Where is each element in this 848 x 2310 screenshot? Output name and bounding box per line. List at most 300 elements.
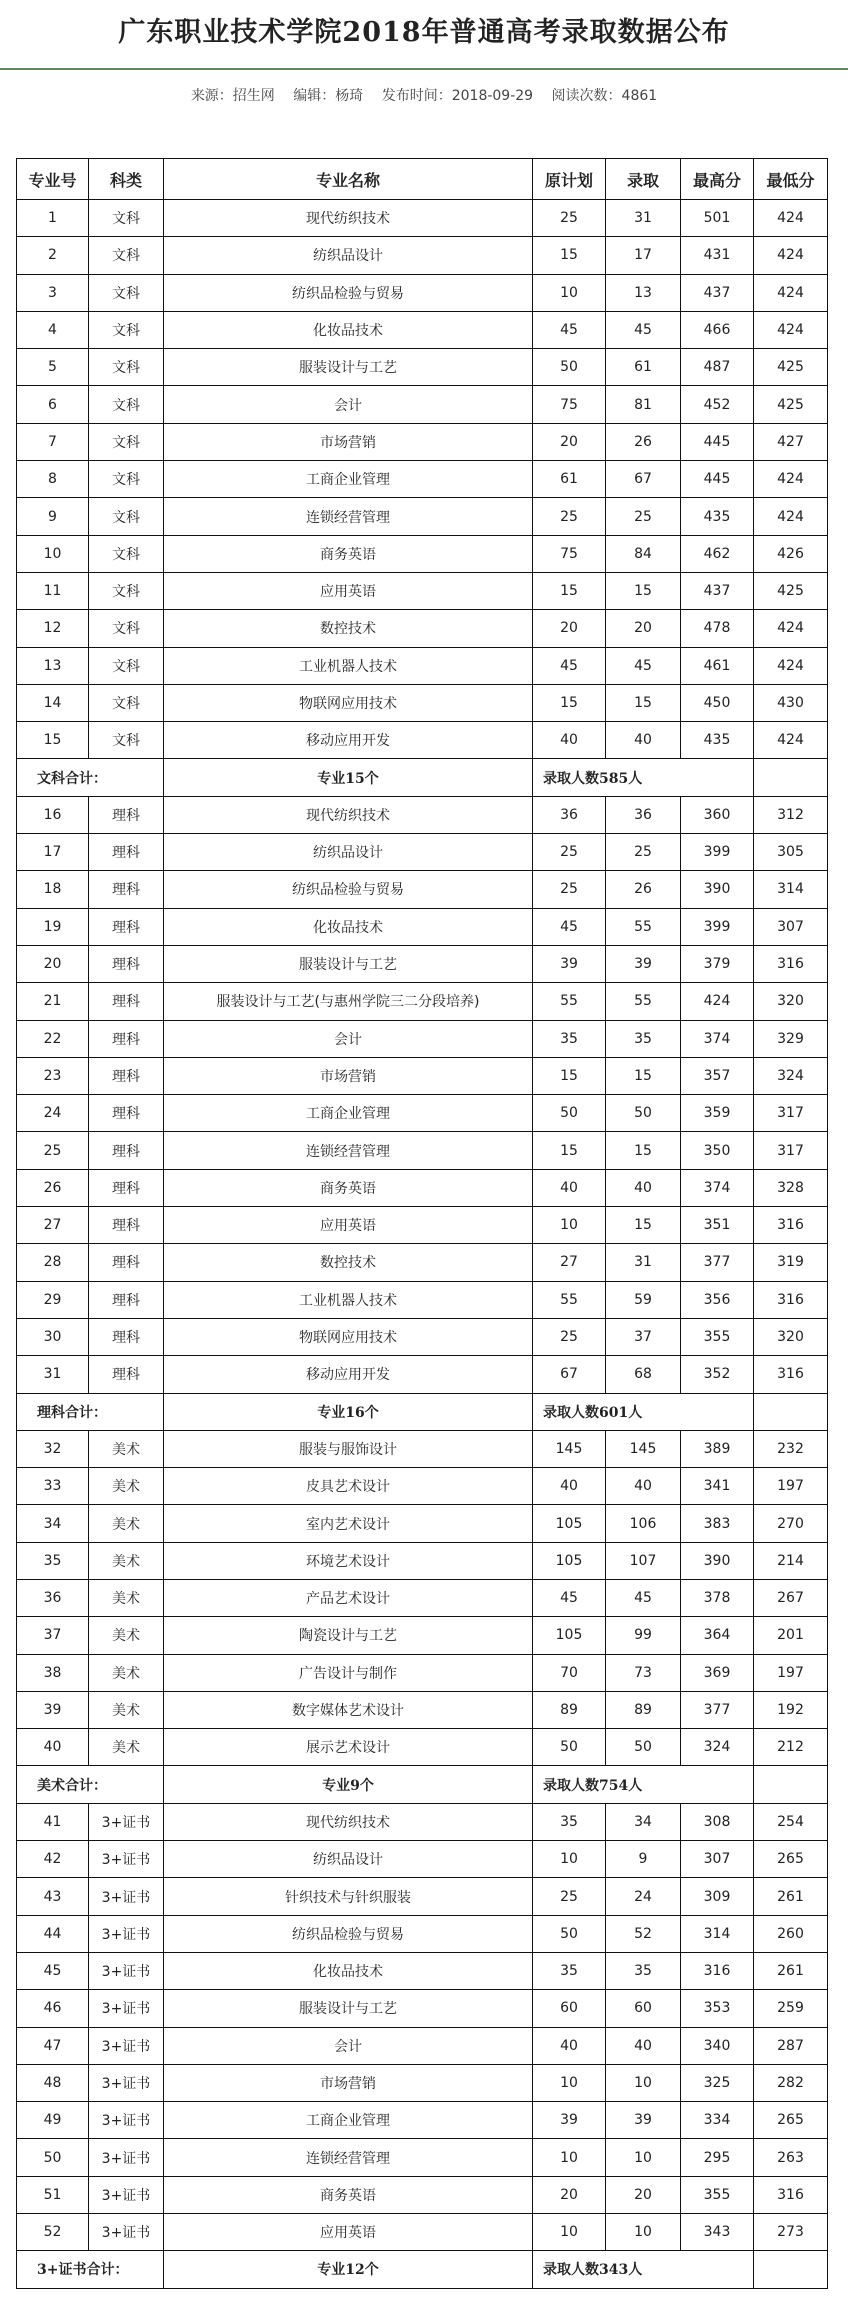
table-cell: 70 xyxy=(533,1654,606,1691)
table-cell: 10 xyxy=(606,2064,681,2101)
table-cell: 25 xyxy=(17,1132,89,1169)
table-cell: 文科 xyxy=(89,274,164,311)
table-cell: 35 xyxy=(533,1952,606,1989)
table-cell: 15 xyxy=(533,572,606,609)
table-cell: 文科 xyxy=(89,572,164,609)
table-cell: 424 xyxy=(754,311,828,348)
table-cell: 37 xyxy=(606,1318,681,1355)
table-cell: 461 xyxy=(681,647,754,684)
table-cell: 270 xyxy=(754,1505,828,1542)
table-cell: 52 xyxy=(606,1915,681,1952)
table-cell: 360 xyxy=(681,796,754,833)
table-cell: 25 xyxy=(533,1318,606,1355)
table-cell: 254 xyxy=(754,1803,828,1840)
table-cell: 物联网应用技术 xyxy=(164,1318,533,1355)
table-cell: 316 xyxy=(754,1207,828,1244)
table-cell: 美术 xyxy=(89,1654,164,1691)
table-cell: 理科 xyxy=(89,1169,164,1206)
table-row xyxy=(17,1841,828,1878)
table-cell: 15 xyxy=(533,684,606,721)
table-row xyxy=(17,1356,828,1393)
table-cell: 39 xyxy=(606,2102,681,2139)
table-cell: 文科 xyxy=(89,423,164,460)
table-cell: 35 xyxy=(17,1542,89,1579)
table-cell: 3+证书 xyxy=(89,2176,164,2213)
table-row xyxy=(17,237,828,274)
table-cell: 357 xyxy=(681,1057,754,1094)
table-cell: 1 xyxy=(17,200,89,237)
table-cell: 212 xyxy=(754,1729,828,1766)
table-cell: 450 xyxy=(681,684,754,721)
table-cell: 316 xyxy=(681,1952,754,1989)
table-cell: 307 xyxy=(681,1841,754,1878)
column-header: 原计划 xyxy=(533,159,606,200)
table-cell: 282 xyxy=(754,2064,828,2101)
table-cell: 265 xyxy=(754,1841,828,1878)
table-cell: 192 xyxy=(754,1691,828,1728)
table-cell: 10 xyxy=(606,2139,681,2176)
table-cell: 10 xyxy=(17,535,89,572)
table-row xyxy=(17,535,828,572)
table-cell: 31 xyxy=(606,200,681,237)
table-cell: 263 xyxy=(754,2139,828,2176)
table-cell: 437 xyxy=(681,274,754,311)
column-header: 专业号 xyxy=(17,159,89,200)
table-row xyxy=(17,1579,828,1616)
table-cell: 43 xyxy=(17,1878,89,1915)
summary-row xyxy=(17,1766,828,1803)
table-cell: 105 xyxy=(533,1617,606,1654)
table-cell: 328 xyxy=(754,1169,828,1206)
table-cell: 89 xyxy=(606,1691,681,1728)
table-cell: 30 xyxy=(17,1318,89,1355)
table-cell: 10 xyxy=(533,2064,606,2101)
table-cell: 20 xyxy=(17,945,89,982)
table-cell: 55 xyxy=(533,983,606,1020)
summary-majors: 专业9个 xyxy=(164,1766,533,1803)
table-cell: 45 xyxy=(606,311,681,348)
table-cell: 数字媒体艺术设计 xyxy=(164,1691,533,1728)
table-cell: 55 xyxy=(533,1281,606,1318)
table-cell: 17 xyxy=(17,834,89,871)
table-cell: 24 xyxy=(606,1878,681,1915)
table-header-row xyxy=(17,159,828,200)
page-title: 广东职业技术学院2018年普通高考录取数据公布 xyxy=(118,17,730,48)
table-cell: 理科 xyxy=(89,1356,164,1393)
table-row xyxy=(17,423,828,460)
table-row xyxy=(17,1617,828,1654)
table-cell: 连锁经营管理 xyxy=(164,1132,533,1169)
table-cell: 379 xyxy=(681,945,754,982)
table-cell: 478 xyxy=(681,610,754,647)
table-cell: 84 xyxy=(606,535,681,572)
table-cell: 46 xyxy=(17,1990,89,2027)
table-cell: 68 xyxy=(606,1356,681,1393)
table-cell: 45 xyxy=(533,311,606,348)
table-cell: 物联网应用技术 xyxy=(164,684,533,721)
table-cell: 50 xyxy=(533,1729,606,1766)
table-cell: 数控技术 xyxy=(164,1244,533,1281)
table-cell: 35 xyxy=(533,1020,606,1057)
table-cell: 20 xyxy=(606,610,681,647)
summary-majors: 专业15个 xyxy=(164,759,533,796)
table-cell: 287 xyxy=(754,2027,828,2064)
table-cell: 424 xyxy=(754,610,828,647)
table-cell: 3 xyxy=(17,274,89,311)
table-cell: 31 xyxy=(17,1356,89,1393)
table-cell: 352 xyxy=(681,1356,754,1393)
table-cell: 425 xyxy=(754,386,828,423)
table-cell: 350 xyxy=(681,1132,754,1169)
table-cell: 383 xyxy=(681,1505,754,1542)
table-cell: 3+证书 xyxy=(89,1952,164,1989)
table-cell: 67 xyxy=(606,461,681,498)
table-cell: 353 xyxy=(681,1990,754,2027)
table-cell: 服装设计与工艺(与惠州学院三二分段培养) xyxy=(164,983,533,1020)
table-cell: 理科 xyxy=(89,1207,164,1244)
table-cell: 市场营销 xyxy=(164,2064,533,2101)
table-cell: 31 xyxy=(606,1244,681,1281)
column-header: 专业名称 xyxy=(164,159,533,200)
table-cell: 14 xyxy=(17,684,89,721)
table-cell: 42 xyxy=(17,1841,89,1878)
table-cell: 378 xyxy=(681,1579,754,1616)
table-row xyxy=(17,2064,828,2101)
table-cell: 445 xyxy=(681,461,754,498)
table-cell: 文科 xyxy=(89,386,164,423)
table-cell: 295 xyxy=(681,2139,754,2176)
table-cell: 273 xyxy=(754,2214,828,2251)
column-header: 最高分 xyxy=(681,159,754,200)
table-cell: 61 xyxy=(606,349,681,386)
column-header: 录取 xyxy=(606,159,681,200)
table-cell: 351 xyxy=(681,1207,754,1244)
table-cell: 341 xyxy=(681,1468,754,1505)
table-cell: 美术 xyxy=(89,1542,164,1579)
table-cell: 33 xyxy=(17,1468,89,1505)
table-cell: 理科 xyxy=(89,908,164,945)
table-cell: 3+证书 xyxy=(89,2027,164,2064)
table-cell: 320 xyxy=(754,983,828,1020)
table-cell: 431 xyxy=(681,237,754,274)
table-cell: 312 xyxy=(754,796,828,833)
table-cell: 106 xyxy=(606,1505,681,1542)
table-cell: 60 xyxy=(606,1990,681,2027)
table-cell: 9 xyxy=(17,498,89,535)
meta-published: 发布时间：2018-09-29 xyxy=(381,88,534,104)
table-cell: 理科 xyxy=(89,1132,164,1169)
table-cell: 化妆品技术 xyxy=(164,1952,533,1989)
table-cell: 314 xyxy=(754,871,828,908)
table-cell: 23 xyxy=(17,1057,89,1094)
table-cell: 324 xyxy=(681,1729,754,1766)
table-row xyxy=(17,796,828,833)
table-cell: 理科 xyxy=(89,1095,164,1132)
table-cell: 445 xyxy=(681,423,754,460)
table-cell: 45 xyxy=(533,908,606,945)
table-row xyxy=(17,1729,828,1766)
table-cell: 25 xyxy=(533,200,606,237)
table-cell: 55 xyxy=(606,908,681,945)
table-cell: 67 xyxy=(533,1356,606,1393)
table-row xyxy=(17,1691,828,1728)
table-cell: 424 xyxy=(754,461,828,498)
table-cell: 27 xyxy=(533,1244,606,1281)
table-cell: 45 xyxy=(533,1579,606,1616)
table-cell: 10 xyxy=(533,1841,606,1878)
table-cell: 化妆品技术 xyxy=(164,311,533,348)
table-cell: 工商企业管理 xyxy=(164,1095,533,1132)
table-cell: 展示艺术设计 xyxy=(164,1729,533,1766)
table-row xyxy=(17,908,828,945)
table-cell: 36 xyxy=(17,1579,89,1616)
table-cell: 工商企业管理 xyxy=(164,2102,533,2139)
table-cell: 11 xyxy=(17,572,89,609)
table-cell: 40 xyxy=(533,1169,606,1206)
table-cell: 15 xyxy=(606,1132,681,1169)
table-cell: 50 xyxy=(17,2139,89,2176)
table-cell: 7 xyxy=(17,423,89,460)
table-row xyxy=(17,945,828,982)
summary-empty-cell xyxy=(754,2251,828,2288)
table-cell: 40 xyxy=(606,722,681,759)
table-cell: 425 xyxy=(754,572,828,609)
table-cell: 267 xyxy=(754,1579,828,1616)
table-cell: 现代纺织技术 xyxy=(164,200,533,237)
table-cell: 424 xyxy=(754,237,828,274)
table-cell: 24 xyxy=(17,1095,89,1132)
table-cell: 399 xyxy=(681,908,754,945)
table-cell: 工业机器人技术 xyxy=(164,1281,533,1318)
column-header: 最低分 xyxy=(754,159,828,200)
table-cell: 27 xyxy=(17,1207,89,1244)
table-cell: 3+证书 xyxy=(89,1990,164,2027)
table-cell: 15 xyxy=(533,1132,606,1169)
table-row xyxy=(17,1057,828,1094)
summary-empty-cell xyxy=(754,1393,828,1430)
table-cell: 45 xyxy=(606,647,681,684)
table-cell: 26 xyxy=(606,871,681,908)
table-row xyxy=(17,1169,828,1206)
table-cell: 305 xyxy=(754,834,828,871)
table-cell: 308 xyxy=(681,1803,754,1840)
table-cell: 市场营销 xyxy=(164,423,533,460)
page-header xyxy=(0,0,848,70)
table-cell: 商务英语 xyxy=(164,2176,533,2213)
table-cell: 145 xyxy=(606,1430,681,1467)
table-cell: 连锁经营管理 xyxy=(164,498,533,535)
table-cell: 355 xyxy=(681,1318,754,1355)
table-cell: 10 xyxy=(606,2214,681,2251)
table-cell: 理科 xyxy=(89,983,164,1020)
table-cell: 应用英语 xyxy=(164,1207,533,1244)
table-cell: 317 xyxy=(754,1132,828,1169)
table-cell: 文科 xyxy=(89,237,164,274)
table-cell: 40 xyxy=(606,1169,681,1206)
table-cell: 60 xyxy=(533,1990,606,2027)
summary-row xyxy=(17,1393,828,1430)
table-cell: 343 xyxy=(681,2214,754,2251)
table-cell: 45 xyxy=(533,647,606,684)
summary-empty-cell xyxy=(754,1766,828,1803)
table-cell: 40 xyxy=(533,2027,606,2064)
table-cell: 20 xyxy=(533,423,606,460)
summary-label: 3+证书合计： xyxy=(17,2251,164,2288)
table-cell: 服装与服饰设计 xyxy=(164,1430,533,1467)
table-cell: 261 xyxy=(754,1878,828,1915)
table-cell: 316 xyxy=(754,1281,828,1318)
table-cell: 4 xyxy=(17,311,89,348)
table-cell: 13 xyxy=(606,274,681,311)
table-cell: 8 xyxy=(17,461,89,498)
table-cell: 会计 xyxy=(164,2027,533,2064)
table-cell: 462 xyxy=(681,535,754,572)
table-cell: 32 xyxy=(17,1430,89,1467)
table-row xyxy=(17,2176,828,2213)
table-cell: 452 xyxy=(681,386,754,423)
table-cell: 美术 xyxy=(89,1430,164,1467)
table-cell: 美术 xyxy=(89,1579,164,1616)
table-row xyxy=(17,983,828,1020)
table-cell: 39 xyxy=(533,2102,606,2139)
table-cell: 美术 xyxy=(89,1691,164,1728)
table-cell: 理科 xyxy=(89,1020,164,1057)
table-cell: 数控技术 xyxy=(164,610,533,647)
table-cell: 145 xyxy=(533,1430,606,1467)
table-cell: 15 xyxy=(606,684,681,721)
table-cell: 377 xyxy=(681,1691,754,1728)
table-row xyxy=(17,386,828,423)
table-cell: 针织技术与针织服装 xyxy=(164,1878,533,1915)
table-cell: 纺织品检验与贸易 xyxy=(164,871,533,908)
table-row xyxy=(17,1542,828,1579)
table-cell: 理科 xyxy=(89,1057,164,1094)
table-cell: 理科 xyxy=(89,871,164,908)
table-cell: 105 xyxy=(533,1542,606,1579)
table-row xyxy=(17,1952,828,1989)
table-cell: 皮具艺术设计 xyxy=(164,1468,533,1505)
table-cell: 75 xyxy=(533,386,606,423)
table-cell: 424 xyxy=(754,274,828,311)
table-cell: 移动应用开发 xyxy=(164,722,533,759)
table-cell: 18 xyxy=(17,871,89,908)
table-cell: 5 xyxy=(17,349,89,386)
table-cell: 359 xyxy=(681,1095,754,1132)
table-cell: 现代纺织技术 xyxy=(164,796,533,833)
table-cell: 会计 xyxy=(164,386,533,423)
table-cell: 纺织品设计 xyxy=(164,834,533,871)
table-row xyxy=(17,498,828,535)
table-cell: 105 xyxy=(533,1505,606,1542)
table-cell: 20 xyxy=(533,610,606,647)
table-cell: 316 xyxy=(754,1356,828,1393)
table-cell: 501 xyxy=(681,200,754,237)
table-cell: 261 xyxy=(754,1952,828,1989)
table-cell: 316 xyxy=(754,945,828,982)
table-cell: 25 xyxy=(606,498,681,535)
table-cell: 35 xyxy=(606,1952,681,1989)
table-row xyxy=(17,2102,828,2139)
table-cell: 25 xyxy=(533,498,606,535)
table-row xyxy=(17,722,828,759)
table-row xyxy=(17,1505,828,1542)
table-cell: 37 xyxy=(17,1617,89,1654)
table-cell: 理科 xyxy=(89,1281,164,1318)
table-cell: 21 xyxy=(17,983,89,1020)
table-cell: 425 xyxy=(754,349,828,386)
table-cell: 38 xyxy=(17,1654,89,1691)
table-row xyxy=(17,349,828,386)
table-cell: 工商企业管理 xyxy=(164,461,533,498)
table-cell: 197 xyxy=(754,1468,828,1505)
table-cell: 197 xyxy=(754,1654,828,1691)
table-cell: 10 xyxy=(533,2139,606,2176)
table-cell: 市场营销 xyxy=(164,1057,533,1094)
table-cell: 理科 xyxy=(89,834,164,871)
summary-admitted: 录取人数601人 xyxy=(533,1393,754,1430)
table-cell: 50 xyxy=(533,349,606,386)
table-cell: 40 xyxy=(533,1468,606,1505)
table-cell: 374 xyxy=(681,1169,754,1206)
table-cell: 89 xyxy=(533,1691,606,1728)
table-cell: 文科 xyxy=(89,498,164,535)
table-cell: 陶瓷设计与工艺 xyxy=(164,1617,533,1654)
table-row xyxy=(17,461,828,498)
table-cell: 6 xyxy=(17,386,89,423)
table-cell: 340 xyxy=(681,2027,754,2064)
table-cell: 320 xyxy=(754,1318,828,1355)
table-cell: 369 xyxy=(681,1654,754,1691)
table-cell: 201 xyxy=(754,1617,828,1654)
table-cell: 424 xyxy=(754,647,828,684)
table-cell: 314 xyxy=(681,1915,754,1952)
table-cell: 10 xyxy=(533,2214,606,2251)
table-cell: 40 xyxy=(533,722,606,759)
table-row xyxy=(17,2139,828,2176)
table-row xyxy=(17,1468,828,1505)
table-cell: 437 xyxy=(681,572,754,609)
table-cell: 25 xyxy=(533,1878,606,1915)
table-cell: 259 xyxy=(754,1990,828,2027)
table-cell: 文科 xyxy=(89,200,164,237)
table-cell: 3+证书 xyxy=(89,1841,164,1878)
table-cell: 理科 xyxy=(89,945,164,982)
table-cell: 文科 xyxy=(89,722,164,759)
table-cell: 40 xyxy=(17,1729,89,1766)
table-cell: 50 xyxy=(533,1915,606,1952)
table-cell: 399 xyxy=(681,834,754,871)
table-cell: 产品艺术设计 xyxy=(164,1579,533,1616)
table-cell: 16 xyxy=(17,796,89,833)
table-row xyxy=(17,1803,828,1840)
table-cell: 34 xyxy=(606,1803,681,1840)
table-cell: 427 xyxy=(754,423,828,460)
table-row xyxy=(17,1654,828,1691)
table-cell: 广告设计与制作 xyxy=(164,1654,533,1691)
summary-row xyxy=(17,759,828,796)
table-row xyxy=(17,1132,828,1169)
table-cell: 307 xyxy=(754,908,828,945)
table-cell: 3+证书 xyxy=(89,2214,164,2251)
table-row xyxy=(17,1095,828,1132)
table-cell: 13 xyxy=(17,647,89,684)
table-cell: 377 xyxy=(681,1244,754,1281)
table-cell: 47 xyxy=(17,2027,89,2064)
table-cell: 99 xyxy=(606,1617,681,1654)
table-cell: 334 xyxy=(681,2102,754,2139)
table-cell: 39 xyxy=(606,945,681,982)
table-cell: 214 xyxy=(754,1542,828,1579)
